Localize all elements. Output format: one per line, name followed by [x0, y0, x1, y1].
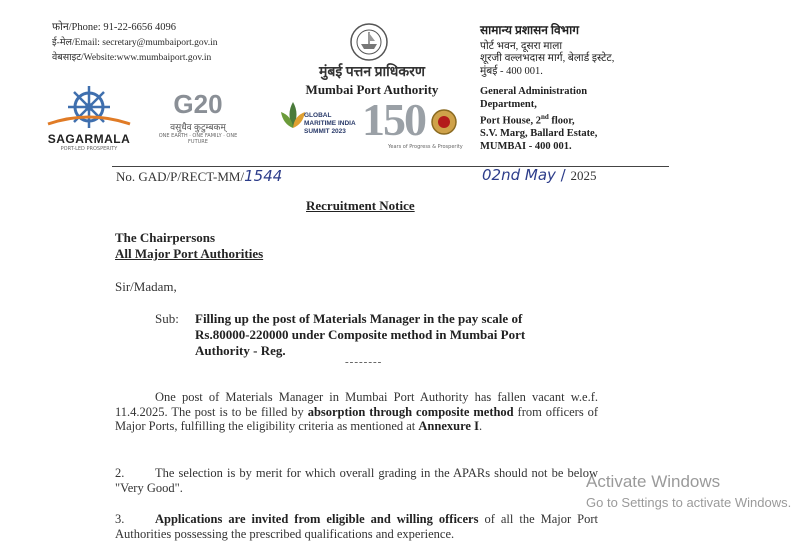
phone: फोन/Phone: 91-22-6656 4096 [52, 22, 176, 33]
summit-text: GLOBAL MARITIME INDIA SUMMIT 2023 [304, 112, 356, 135]
summit-logo [278, 98, 358, 150]
sagarmala-sub: PORT-LED PROSPERITY [60, 146, 118, 152]
addressee-line-1: The Chairpersons [115, 230, 216, 245]
paragraph-3: 3. Applications are invited from eligible and willing officers of all the Major Port Authorities possessing the prescribed qualifications and experience. [115, 512, 598, 541]
anniversary-seal-icon [430, 108, 458, 136]
org-name-hindi: मुंबई पत्तन प्राधिकरण [318, 65, 426, 80]
separator: -------- [345, 356, 383, 368]
addr-hindi-1: पोर्ट भवन, दूसरा माला [480, 40, 563, 52]
date-handwritten: 02nd May [482, 166, 556, 184]
sagarmala-logo [44, 82, 134, 152]
subject-label: Sub: [155, 311, 179, 326]
addressee-line-2: All Major Port Authorities [115, 246, 264, 261]
addr-hindi-3: मुंबई - 400 001. [480, 65, 543, 77]
g20-text: G20 [173, 89, 223, 119]
addr-english-1: Port House, 2nd floor, [480, 113, 575, 127]
paragraph-1: One post of Materials Manager in Mumbai Port Authority has fallen vacant w.e.f. 11.4.2025. The post is to be filled by absorption through composite method from officers of Major Ports, fulfilling the eligibility criteria as mentioned at Annexure I. [115, 390, 599, 433]
g20-motto: वसुधैव कुटुम्बकम् [170, 122, 226, 132]
subject-text: Filling up the post of Materials Manager in the pay scale of Rs.80000-220000 under Composite method in Mumbai Port Authority - Reg. [195, 311, 526, 358]
addr-hindi-2: शूरजी वल्लभदास मार्ग, बेलार्ड इस्टेट, [480, 53, 615, 64]
addr-english-3: MUMBAI - 400 001. [480, 140, 572, 152]
g20-sub: ONE EARTH · ONE FAMILY · ONE FUTURE [158, 133, 238, 145]
address-block [480, 24, 614, 153]
dept-english-1: General Administration [480, 86, 588, 97]
paragraph-2: 2. The selection is by merit for which overall grading in the APARs should not be below "Very Good". [115, 466, 598, 495]
dept-english-2: Department, [480, 98, 537, 110]
reference-handwritten: 1544 [244, 167, 283, 185]
anniversary-sub: Years of Progress & Prosperity [388, 144, 463, 150]
emblem-icon [349, 22, 389, 62]
org-title [292, 62, 452, 98]
activation-watermark [586, 472, 791, 510]
sagarmala-text: SAGARMALA [47, 132, 131, 146]
reference-number: No. GAD/P/RECT-MM/1544 [116, 167, 283, 185]
anniversary-logo [362, 96, 462, 156]
email: ई-मेल/Email: secretary@mumbaiport.gov.in [52, 38, 218, 48]
addressee [115, 230, 263, 262]
g20-logo [152, 90, 244, 152]
contact-block [52, 20, 218, 66]
dept-hindi: सामान्य प्रशासन विभाग [480, 23, 579, 37]
addr-english-2: S.V. Marg, Ballard Estate, [480, 128, 598, 139]
ship-wheel-icon [44, 82, 134, 132]
website: वेबसाइट/Website:www.mumbaiport.gov.in [52, 53, 212, 63]
notice-title: Recruitment Notice [306, 198, 415, 213]
letter-date: 02nd May / 2025 [482, 166, 597, 184]
watermark-line-1: Activate Windows [586, 472, 721, 491]
salutation: Sir/Madam, [115, 279, 177, 294]
watermark-line-2: Go to Settings to activate Windows. [586, 495, 791, 510]
anniversary-number: 150 [362, 94, 425, 145]
org-name-english: Mumbai Port Authority [305, 82, 439, 97]
